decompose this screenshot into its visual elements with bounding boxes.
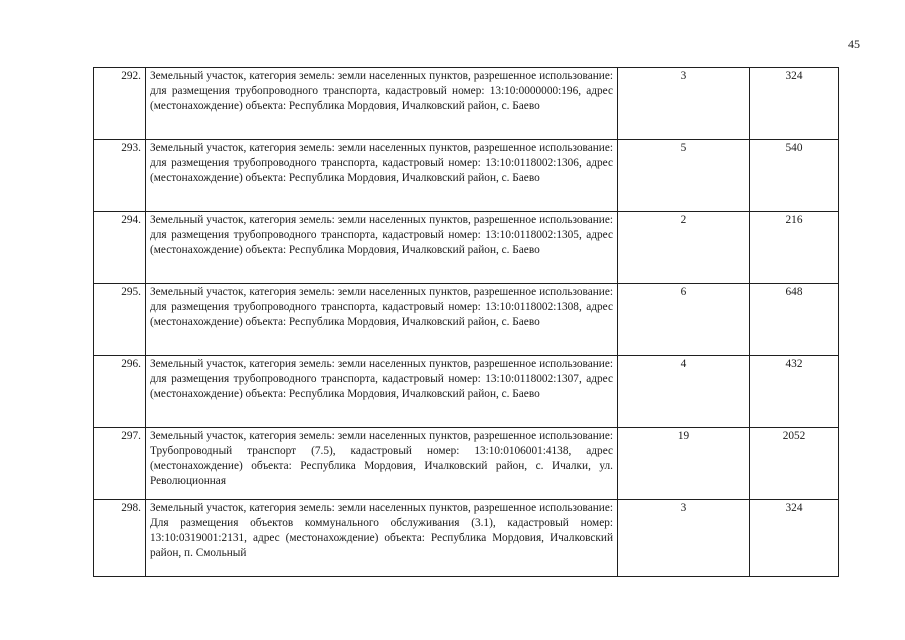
table-row — [94, 68, 839, 140]
row-number: 296. — [94, 356, 146, 428]
row-value: 540 — [750, 140, 839, 212]
row-number: 295. — [94, 284, 146, 356]
page-number: 45 — [848, 37, 860, 51]
table-row — [94, 500, 839, 577]
row-value: 324 — [750, 68, 839, 140]
row-number: 298. — [94, 500, 146, 577]
row-value: 648 — [750, 284, 839, 356]
row-description: Земельный участок, категория земель: земли населенных пунктов, разрешенное использование: для размещения трубопроводного транспорта, кадастровый номер: 13:10:0118002:1306, адрес (местонахождение) объекта: Республика Мордовия, Ичалковский район, с. Баево — [146, 140, 618, 212]
land-plots-table — [93, 67, 839, 577]
table-row — [94, 212, 839, 284]
row-value: 324 — [750, 500, 839, 577]
row-area: 3 — [618, 68, 750, 140]
row-number: 294. — [94, 212, 146, 284]
row-area: 4 — [618, 356, 750, 428]
row-area: 3 — [618, 500, 750, 577]
row-description: Земельный участок, категория земель: земли населенных пунктов, разрешенное использование: для размещения трубопроводного транспорта, кадастровый номер: 13:10:0000000:196, адрес (местонахождение) объекта: Республика Мордовия, Ичалковский район, с. Баево — [146, 68, 618, 140]
row-area: 6 — [618, 284, 750, 356]
row-number: 293. — [94, 140, 146, 212]
row-area: 5 — [618, 140, 750, 212]
table-row — [94, 428, 839, 500]
row-number: 292. — [94, 68, 146, 140]
row-value: 2052 — [750, 428, 839, 500]
row-value: 216 — [750, 212, 839, 284]
row-description: Земельный участок, категория земель: земли населенных пунктов, разрешенное использование: для размещения трубопроводного транспорта, кадастровый номер: 13:10:0118002:1307, адрес (местонахождение) объекта: Республика Мордовия, Ичалковский район, с. Баево — [146, 356, 618, 428]
row-area: 2 — [618, 212, 750, 284]
table-row — [94, 356, 839, 428]
row-value: 432 — [750, 356, 839, 428]
row-description: Земельный участок, категория земель: земли населенных пунктов, разрешенное использование: Для размещения объектов коммунального обслуживания (3.1), кадастровый номер: 13:10:0319001:2131, адрес (местонахождение) объекта: Республика Мордовия, Ичалковский район, п. Смольный — [146, 500, 618, 577]
table-row — [94, 140, 839, 212]
row-description: Земельный участок, категория земель: земли населенных пунктов, разрешенное использование: для размещения трубопроводного транспорта, кадастровый номер: 13:10:0118002:1308, адрес (местонахождение) объекта: Республика Мордовия, Ичалковский район, с. Баево — [146, 284, 618, 356]
row-description: Земельный участок, категория земель: земли населенных пунктов, разрешенное использование: для размещения трубопроводного транспорта, кадастровый номер: 13:10:0118002:1305, адрес (местонахождение) объекта: Республика Мордовия, Ичалковский район, с. Баево — [146, 212, 618, 284]
table-row — [94, 284, 839, 356]
row-description: Земельный участок, категория земель: земли населенных пунктов, разрешенное использование: Трубопроводный транспорт (7.5), кадастровый номер: 13:10:0106001:4138, адрес (местонахождение) объекта: Республика Мордовия, Ичалковский район, с. Ичалки, ул. Революционная — [146, 428, 618, 500]
row-number: 297. — [94, 428, 146, 500]
row-area: 19 — [618, 428, 750, 500]
